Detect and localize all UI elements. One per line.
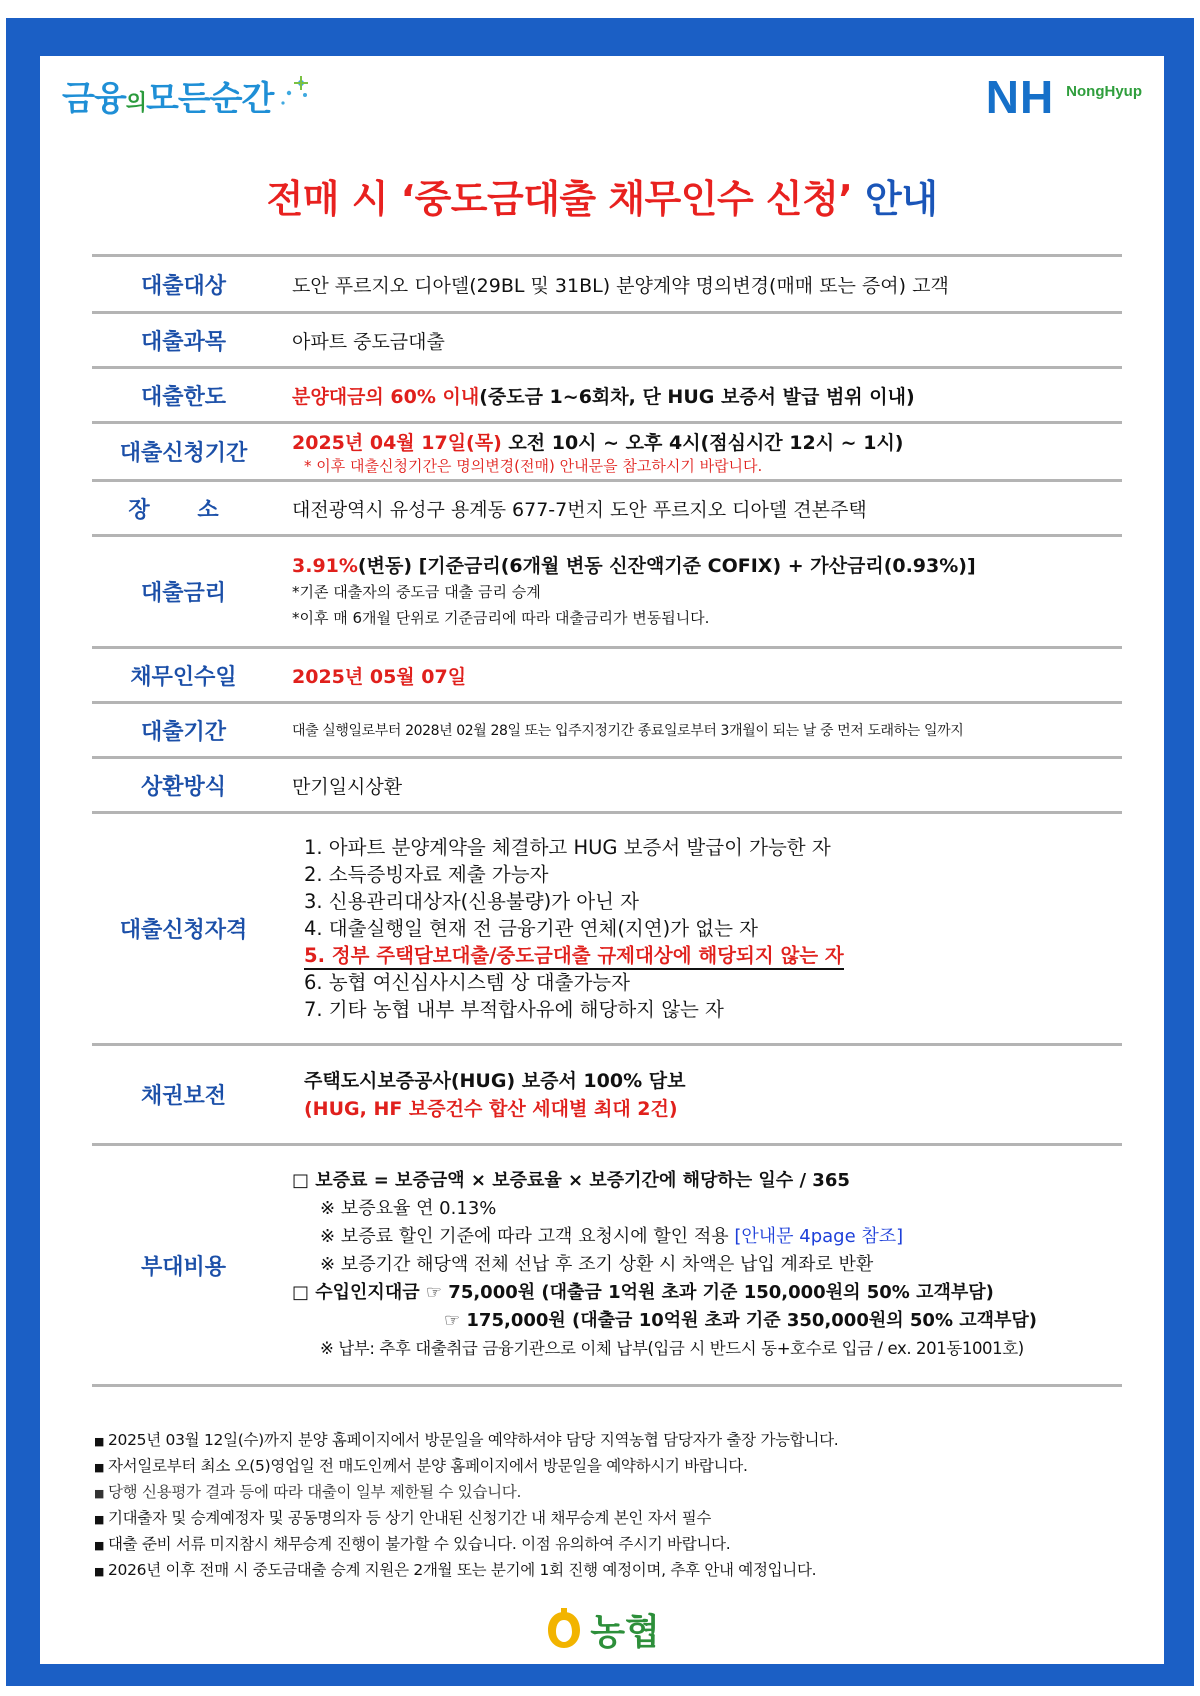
row-value: 대전광역시 유성구 용계동 677-7번지 도안 푸르지오 디아델 견본주택	[292, 498, 867, 521]
list-item: ■ 자서일로부터 최소 오(5)영업일 전 매도인께서 분양 홈페이지에서 방문일을 예약하시기 바랍니다.	[94, 1454, 1134, 1480]
nh-mark: NH	[985, 71, 1055, 123]
list-item: ■ 당행 신용평가 결과 등에 따라 대출이 일부 제한될 수 있습니다.	[94, 1480, 1134, 1506]
bullet-icon: ■	[94, 1565, 105, 1578]
slogan-logo	[62, 70, 311, 120]
row-label: 채무인수일	[92, 649, 278, 701]
page-title: 전매 시 ‘중도금대출 채무인수 신청’ 안내	[266, 177, 938, 221]
row-label: 대출신청자격	[92, 814, 278, 1043]
row-label: 대출신청기간	[92, 424, 278, 479]
row-repay	[92, 756, 1122, 811]
row-label: 대출과목	[92, 314, 278, 366]
fee-note: ※ 보증료 할인 기준에 따라 고객 요청시에 할인 적용 [안내문 4page 참조]	[320, 1226, 904, 1247]
row-value: 도안 푸르지오 디아델(29BL 및 31BL) 분양계약 명의변경(매매 또는 증여) 고객	[292, 274, 949, 297]
row-value: 대출 실행일로부터 2028년 02월 28일 또는 입주지정기간 종료일로부터 3개월이 되는 날 중 먼저 도래하는 일까지	[292, 723, 964, 739]
bullet-icon: ■	[94, 1435, 105, 1448]
bullet-icon: ■	[94, 1513, 105, 1526]
row-value: 2025년 04월 17일(목) 오전 10시 ~ 오후 4시(점심시간 12시 ~ 1시) * 이후 대출신청기간은 명의변경(전매) 안내문을 참고하시기 바랍니다.	[278, 424, 1122, 479]
row-value: 분양대금의 60% 이내(중도금 1~6회차, 단 HUG 보증서 발급 범위 이내)	[292, 385, 915, 408]
list-item: 1. 아파트 분양계약을 체결하고 HUG 보증서 발급이 가능한 자	[304, 836, 831, 859]
list-item: ■ 2025년 03월 12일(수)까지 분양 홈페이지에서 방문일을 예약하셔야 담당 지역농협 담당자가 출장 가능합니다.	[94, 1428, 1134, 1454]
security-note: (HUG, HF 보증건수 합산 세대별 최대 2건)	[304, 1097, 678, 1120]
footer-brand: 농협	[590, 1612, 660, 1653]
row-value: 아파트 중도금대출	[292, 330, 445, 353]
row-label: 채권보전	[92, 1046, 278, 1143]
footnotes	[94, 1428, 1134, 1584]
payment-note: ※ 납부: 추후 대출취급 금융기관으로 이체 납부(입금 시 반드시 동+호수로 입금 / ex. 201동1001호)	[320, 1339, 1024, 1358]
page-frame	[6, 18, 1194, 1686]
loan-info-table	[92, 254, 1122, 1387]
row-target	[92, 254, 1122, 311]
fee-note: ※ 보증기간 해당액 전체 선납 후 조기 상환 시 차액은 납입 계좌로 반환	[320, 1254, 874, 1275]
row-label: 대출대상	[92, 257, 278, 311]
row-label: 대출기간	[92, 704, 278, 756]
stamp-duty-line: ☞ 175,000원 (대출금 10억원 초과 기준 350,000원의 50% 고객부담)	[444, 1310, 1038, 1331]
list-item: 6. 농협 여신심사시스템 상 대출가능자	[304, 971, 630, 994]
row-value	[278, 814, 1122, 1043]
list-item: 3. 신용관리대상자(신용불량)가 아닌 자	[304, 890, 639, 913]
row-label: 장 소	[92, 482, 278, 534]
row-value: 만기일시상환	[292, 775, 403, 798]
list-item-highlight: 5. 정부 주택담보대출/중도금대출 규제대상에 해당되지 않는 자	[304, 944, 844, 970]
list-item: 4. 대출실행일 현재 전 금융기관 연체(지연)가 없는 자	[304, 917, 758, 940]
nh-brand-name: NongHyup	[1066, 82, 1142, 100]
row-value	[278, 1146, 1122, 1384]
list-item: 7. 기타 농협 내부 부적합사유에 해당하지 않는 자	[304, 998, 724, 1021]
row-assume-date	[92, 646, 1122, 701]
slogan-text: 금융의모든순간	[62, 78, 274, 119]
list-item: 2. 소득증빙자료 제출 가능자	[304, 863, 549, 886]
nonghyup-footer-logo	[40, 1604, 1164, 1655]
row-value: 3.91%(변동) [기준금리(6개월 변동 신잔액기준 COFIX) + 가산금리(0.93%)] *기존 대출자의 중도금 대출 금리 승계 *이후 매 6개월 단위로 기준금리에 따라 대출금리가 변동됩니다.	[278, 537, 1122, 646]
list-item: ■ 기대출자 및 승계예정자 및 공동명의자 등 상기 안내된 신청기간 내 채무승계 본인 자서 필수	[94, 1506, 1134, 1532]
row-rate	[92, 534, 1122, 646]
row-label: 대출금리	[92, 537, 278, 646]
row-label: 상환방식	[92, 759, 278, 811]
stamp-duty: □ 수입인지대금 ☞ 75,000원 (대출금 1억원 초과 기준 150,000원의 50% 고객부담)	[292, 1282, 994, 1303]
period-note: * 이후 대출신청기간은 명의변경(전매) 안내문을 참고하시기 바랍니다.	[304, 456, 763, 475]
sparkle-icon	[275, 75, 311, 115]
nh-logo	[986, 70, 1142, 124]
row-value: 2025년 05월 07일	[292, 665, 467, 688]
list-item: ■ 대출 준비 서류 미지참시 채무승계 진행이 불가할 수 있습니다. 이점 유의하여 주시기 바랍니다.	[94, 1532, 1134, 1558]
row-label: 부대비용	[92, 1146, 278, 1384]
row-costs	[92, 1143, 1122, 1387]
fee-note: ※ 보증요율 연 0.13%	[320, 1198, 497, 1219]
row-value	[278, 1046, 1122, 1143]
bullet-icon: ■	[94, 1461, 105, 1474]
security-line: 주택도시보증공사(HUG) 보증서 100% 담보	[304, 1069, 686, 1092]
row-subject	[92, 311, 1122, 366]
row-security	[92, 1043, 1122, 1143]
bullet-icon: ■	[94, 1539, 105, 1552]
list-item: ■ 2026년 이후 전매 시 중도금대출 승계 지원은 2개월 또는 분기에 1회 진행 예정이며, 추후 안내 예정입니다.	[94, 1558, 1134, 1584]
row-eligibility	[92, 811, 1122, 1043]
row-term	[92, 701, 1122, 756]
rate-note: *기존 대출자의 중도금 대출 금리 승계	[292, 582, 541, 601]
row-label: 대출한도	[92, 369, 278, 421]
rate-note: *이후 매 6개월 단위로 기준금리에 따라 대출금리가 변동됩니다.	[292, 608, 710, 627]
row-limit	[92, 366, 1122, 421]
document-body	[40, 56, 1164, 1664]
bullet-icon: ■	[94, 1487, 105, 1500]
row-period	[92, 421, 1122, 479]
fee-formula: □ 보증료 = 보증금액 × 보증료율 × 보증기간에 해당하는 일수 / 365	[292, 1170, 850, 1191]
nonghyup-emblem-icon	[544, 1608, 584, 1652]
row-place	[92, 479, 1122, 534]
